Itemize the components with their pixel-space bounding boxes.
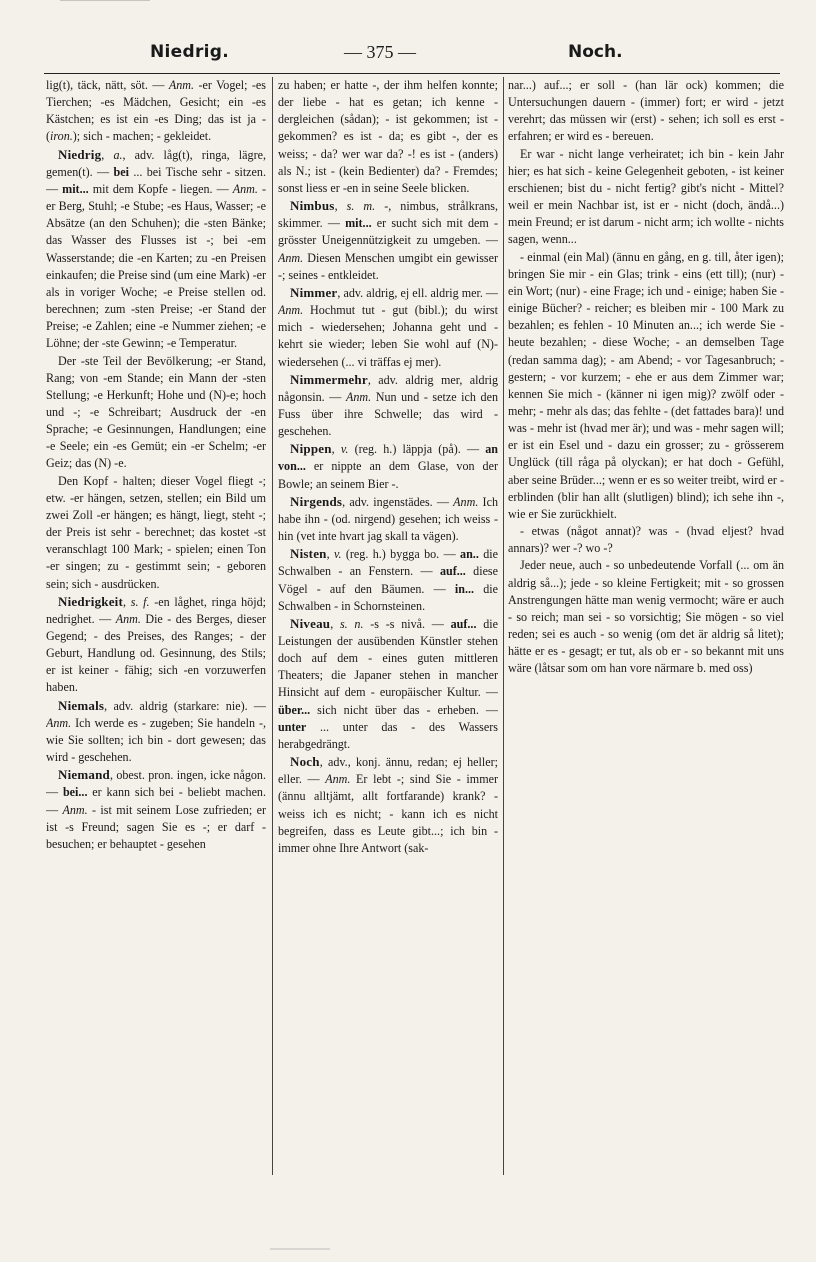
headword: Nimmer — [290, 284, 338, 300]
grammar-label: s. n. — [339, 616, 364, 631]
grammar-label: v. — [340, 442, 349, 457]
dictionary-entry — [278, 371, 498, 441]
dictionary-entry — [46, 697, 266, 767]
column-2 — [278, 77, 498, 1167]
entry-text: -, nimbus, strålkrans, skimmer. — — [278, 199, 498, 231]
entry-text: lig(t), täck, nätt, söt. — — [46, 78, 169, 92]
dictionary-entry — [278, 493, 498, 545]
grammar-label: Anm. — [278, 303, 304, 318]
entry-paragraph — [46, 77, 266, 146]
headword: Noch — [290, 754, 320, 770]
column-divider-2 — [503, 77, 504, 1175]
headword: Nirgends — [290, 493, 343, 509]
headword: Nimbus — [290, 198, 335, 214]
entry-text: , adv. aldrig, ej ell. aldrig mer. — — [337, 285, 498, 300]
entry-text: er nippte an dem Glase, von der Bowle; an seinem Bier -. — [278, 459, 498, 491]
header-left-guideword: Niedrig. — [150, 42, 229, 62]
entry-text: er kann sich bei - beliebt machen. — — [46, 785, 266, 817]
entry-text: - einmal (ein Mal) (ännu en gång, en g. till, åter igen); bringen Sie mir - ein Glas; trink - eins (ett till); (nur) - ein Wort; (nur) - eine Frage; ich und - einige; haben Sie - einige Bücher? - reicher; es bleiben mir - 100 Mark zu bezahlen; es fehlen - 10 Minuten an...; ich werde Sie - heute bezahlen; - diese Woche; - an demselben Tage (redan samma dag); - am Abend; - vor Tagesanbruch; - gestern; - vor kurzem; - ehe er aus dem Zimmer war; kennen Sie mich - (känner ni igen mig)? zwölf oder - mehr; - mehr als das; das fehlte - (det fattades bara)! und was - mehr ist (hvad mer är); und was - mehr sagen will; er ist ein Esel und - dazu ein grosser; zu - grösserem Unglück (till råga på olyckan); er hat doch - Gefühl, aber seine Brüder...; wenn er es so weiter treibt, wird er - erblinden (blir han allt (slutligen) blind); ich sehe ihn -, wie er Sie zurückhielt. — [508, 249, 784, 521]
preposition-marker: an.. — [460, 547, 479, 562]
entry-text: Die - des Berges, dieser Gegend; - des Preises, des Ranges; - der Geburt, Handlung od. Gesinnung, des Stils; er ist keiner - fähig; sich -en vorzuwerfen haben. — [46, 611, 266, 695]
entry-text: Jeder neue, auch - so unbedeutende Vorfall (... om än aldrig så...); jede - so kleine Fertigkeit; mit - so grossen Anstrengungen hätte man wenig vermocht; wäre er auch - so reich; man sei - so vorsichtig; Sie mögen - so viel reden; sei es auch - so wenig (om det är aldrig så litet); hätte er es - gesagt; er tut, als ob er - so bekannt mit uns wäre (låtsar som om han vore närmare b. med oss) — [508, 558, 784, 676]
preposition-marker: bei — [113, 164, 129, 179]
grammar-label: iron. — [50, 129, 73, 144]
entry-text: , — [101, 147, 114, 162]
entry-text: -er Berg, Stuhl; -e Stube; -es Haus, Wasser; -e Absätze (an den Schuhen); die -sten Bänke; das Wasser des Flusses ist -; bei -em Wasserstande; die -en Karten; zu -en Preisen einkaufen; die Preise sind (um eine Mark) -er als in voriger Woche; -e Preise stellen od. berechnen; zum -sten Preise; -er Stand der Preise; -e Zahlen; eine -e Nummer ziehen; -e Löhne; der -ste Gewinn; -e Temperatur. — [46, 181, 266, 351]
grammar-label: Anm. — [453, 494, 479, 509]
entry-text: die Schwalben - an Fenstern. — — [278, 547, 498, 579]
headword: Nimmermehr — [290, 371, 368, 387]
entry-text: -en låghet, ringa höjd; nedrighet. — — [46, 594, 266, 626]
entry-paragraph — [46, 353, 266, 473]
entry-text: , obest. pron. ingen, icke någon. — — [46, 768, 266, 800]
column-1 — [46, 77, 266, 1167]
entry-text: mit dem Kopfe - liegen. — — [88, 181, 233, 196]
grammar-label: Anm. — [325, 772, 351, 787]
dictionary-entry — [46, 146, 266, 353]
entry-text: , — [331, 442, 341, 457]
entry-paragraph — [46, 473, 266, 593]
dictionary-entry — [46, 593, 266, 697]
header-rule — [44, 73, 780, 74]
entry-text: -s -s nivå. — — [363, 616, 451, 631]
preposition-marker: auf... — [439, 564, 466, 579]
entry-paragraph — [508, 249, 784, 524]
entry-text: -er Vogel; -es Tierchen; -es Mädchen, Gesicht; ein -es Kästchen; es ist ein -es Ding; das ist ja - ( — [46, 78, 266, 144]
preposition-marker: auf... — [450, 616, 477, 631]
dictionary-entry — [46, 766, 266, 853]
entry-text: Nun und - setze ich den Fuss über ihre Schwelle; das wird - geschehen. — [278, 389, 498, 439]
dictionary-entry — [278, 440, 498, 492]
entry-text: Hochmut tut - gut (bibl.); du wirst mich - wiedersehen; Johanna geht und - kehrt sie wieder; leben Sie wohl auf (N)- wiedersehen (... vi träffas ej mer). — [278, 303, 498, 369]
entry-text: - ist mit seinem Lose zufrieden; er ist -s Freund; sagen Sie es -; er darf - besuchen; er behauptet - gesehen — [46, 802, 266, 851]
headword: Nippen — [290, 441, 332, 457]
entry-text: - etwas (något annat)? was - (hvad eljest? hvad annars)? wer -? wo -? — [508, 524, 784, 556]
entry-text: sich nicht über das - erheben. — — [310, 702, 498, 717]
grammar-label: v. — [333, 547, 342, 562]
grammar-label: Anm. — [168, 78, 195, 92]
headword: Niveau — [290, 615, 331, 631]
dictionary-entry — [278, 753, 498, 857]
grammar-label: Anm. — [232, 181, 258, 196]
entry-paragraph — [508, 77, 784, 146]
grammar-label: Anm. — [62, 802, 88, 817]
preposition-marker: bei... — [62, 785, 88, 800]
entry-text: er sucht sich mit dem - grösster Uneigennützigkeit zu umgeben. — — [278, 216, 498, 248]
entry-text: nar...) auf...; er soll - (han lär ock) kommen; die Untersuchungen dauern - (immer) fort; er wird - jetzt verehrt; das müssen wir (erst) - sehen; ich soll es erst - erfahren; er wird es - bereuen. — [508, 78, 784, 144]
entry-text: , adv., konj. ännu, redan; ej heller; eller. — — [278, 755, 498, 787]
column-divider-1 — [272, 77, 273, 1175]
grammar-label: Anm. — [278, 250, 304, 265]
entry-text: Diesen Menschen umgibt ein gewisser -; seines - entkleidet. — [278, 250, 498, 282]
entry-text: ); sich - machen; - gekleidet. — [72, 129, 212, 144]
scan-smudge-top — [60, 0, 150, 9]
headword: Niedrigkeit — [58, 593, 124, 609]
headword: Niemals — [58, 697, 105, 713]
dictionary-entry — [278, 615, 498, 753]
headword: Nisten — [290, 546, 327, 562]
entry-text: , adv. låg(t), ringa, lägre, gemen(t). — — [46, 147, 266, 179]
entry-text: , adv. aldrig (starkare: nie). — — [104, 698, 266, 713]
entry-text: die Leistungen der ausübenden Künstler stehen doch auf dem - eines guten mittleren Theaters; die Japaner stehen in mancher Hinsicht auf dem - europäischer Kultur. — — [278, 616, 498, 700]
entry-paragraph — [508, 146, 784, 249]
entry-text: (reg. h.) bygga bo. — — [341, 547, 461, 562]
entry-paragraph — [278, 77, 498, 197]
grammar-label: s. m. — [346, 199, 376, 214]
entry-text: , — [330, 616, 340, 631]
preposition-marker: mit... — [62, 181, 89, 196]
grammar-label: Anm. — [345, 389, 372, 404]
preposition-marker: unter — [278, 719, 307, 734]
entry-text: , — [123, 594, 131, 609]
entry-text: Ich werde es - zugeben; Sie handeln -, wie Sie sollten; ich bin - dort gewesen; das wird - geschehen. — [46, 715, 266, 765]
entry-text: , — [326, 547, 334, 562]
page-number: — 375 — — [344, 42, 416, 62]
preposition-marker: in... — [454, 581, 475, 596]
page-header — [0, 34, 816, 74]
grammar-label: s. f. — [130, 594, 150, 609]
grammar-label: Anm. — [46, 715, 72, 730]
entry-text: ... bei Tische sehr - sitzen. — — [46, 164, 266, 196]
preposition-marker: an von... — [278, 442, 498, 474]
entry-paragraph — [508, 523, 784, 557]
entry-text: Er war - nicht lange verheiratet; ich bin - kein Jahr hier; es hat sich - keine Gelegenheit geboten, - ist keiner erschienen; bist du - nicht fertig? gibt's nicht - Mittel? weil er mein Nachbar ist, ist er - nicht (doch, ändå...) mein Freund; er ist darum - nicht arm; ich wollte - nichts sagen, wenn... — [508, 146, 784, 247]
entry-text: zu haben; er hatte -, der ihm helfen konnte; der liebe - hat es getan; ich kenne - dergleichen (sådan); - ist gekommen; ist - gekommen? es ist - da; es gibt -, der es weiss; - da? wer war da? -! es ist - (anders) als N.; ist - (kein Bedienter) da? - Fremdes; sonst liess er -en in seine Seele blicken. — [278, 78, 498, 195]
entry-text: die Schwalben - in Schornsteinen. — [278, 581, 498, 613]
entry-text: , adv. ingenstädes. — — [342, 494, 454, 509]
preposition-marker: mit... — [345, 216, 372, 231]
grammar-label: Anm. — [115, 611, 141, 626]
headword: Niedrig — [58, 146, 102, 162]
entry-text: Er lebt -; sind Sie - immer (ännu alltjämt, allt fortfarande) krank? - weiss ich es nicht; - kann ich es nicht begreifen, dass es Leute gibt...; ich bin - immer ohne Ihre Antwort (sak- — [278, 772, 498, 855]
scan-smudge-bottom — [270, 1248, 330, 1250]
grammar-label: a. — [113, 147, 123, 162]
entry-text: , adv. aldrig mer, aldrig någonsin. — — [278, 372, 498, 404]
header-right-guideword: Noch. — [568, 42, 623, 62]
entry-text: , — [334, 199, 347, 214]
entry-text: ... unter das - des Wassers herabgedrängt. — [278, 719, 498, 751]
dictionary-entry — [278, 545, 498, 615]
entry-text: Ich habe ihn - (od. nirgend) gesehen; ich weiss - hin (vet inte hvart jag skall ta vägen). — [278, 494, 498, 544]
entry-paragraph — [508, 557, 784, 677]
dictionary-entry — [278, 284, 498, 371]
preposition-marker: über... — [278, 702, 311, 717]
entry-text: Der -ste Teil der Bevölkerung; -er Stand, Rang; von -em Stande; ein Mann der -sten Stellung; -e Herkunft; Hohe und (N)-e; hoch und -; -e Schreibart; Ausdruck der -en Sprache; -e Gesinnungen, Handlungen; eine -e Seele; ein -es Gemüt; ein -er Schelm; -er Geiz; das (N) -e. — [46, 353, 266, 471]
entry-text: diese Vögel - auf den Bäumen. — — [278, 564, 498, 596]
entry-text: Den Kopf - halten; dieser Vogel fliegt -; etw. -er hängen, setzen, stellen; ein Bild um zwei Zoll -er hängen; es hängt, liegt, steht -; der Preis ist sehr - berechnet; das kostet -st veranschlagt 100 Mark; - spielen; einen Ton -er singen; zu - gestimmt sein; - geboren sein; sich - ausdrücken. — [46, 473, 266, 591]
entry-text: (reg. h.) läppja (på). — — [348, 442, 486, 457]
column-3 — [508, 77, 784, 1167]
headword: Niemand — [58, 767, 110, 783]
dictionary-entry — [278, 197, 498, 284]
